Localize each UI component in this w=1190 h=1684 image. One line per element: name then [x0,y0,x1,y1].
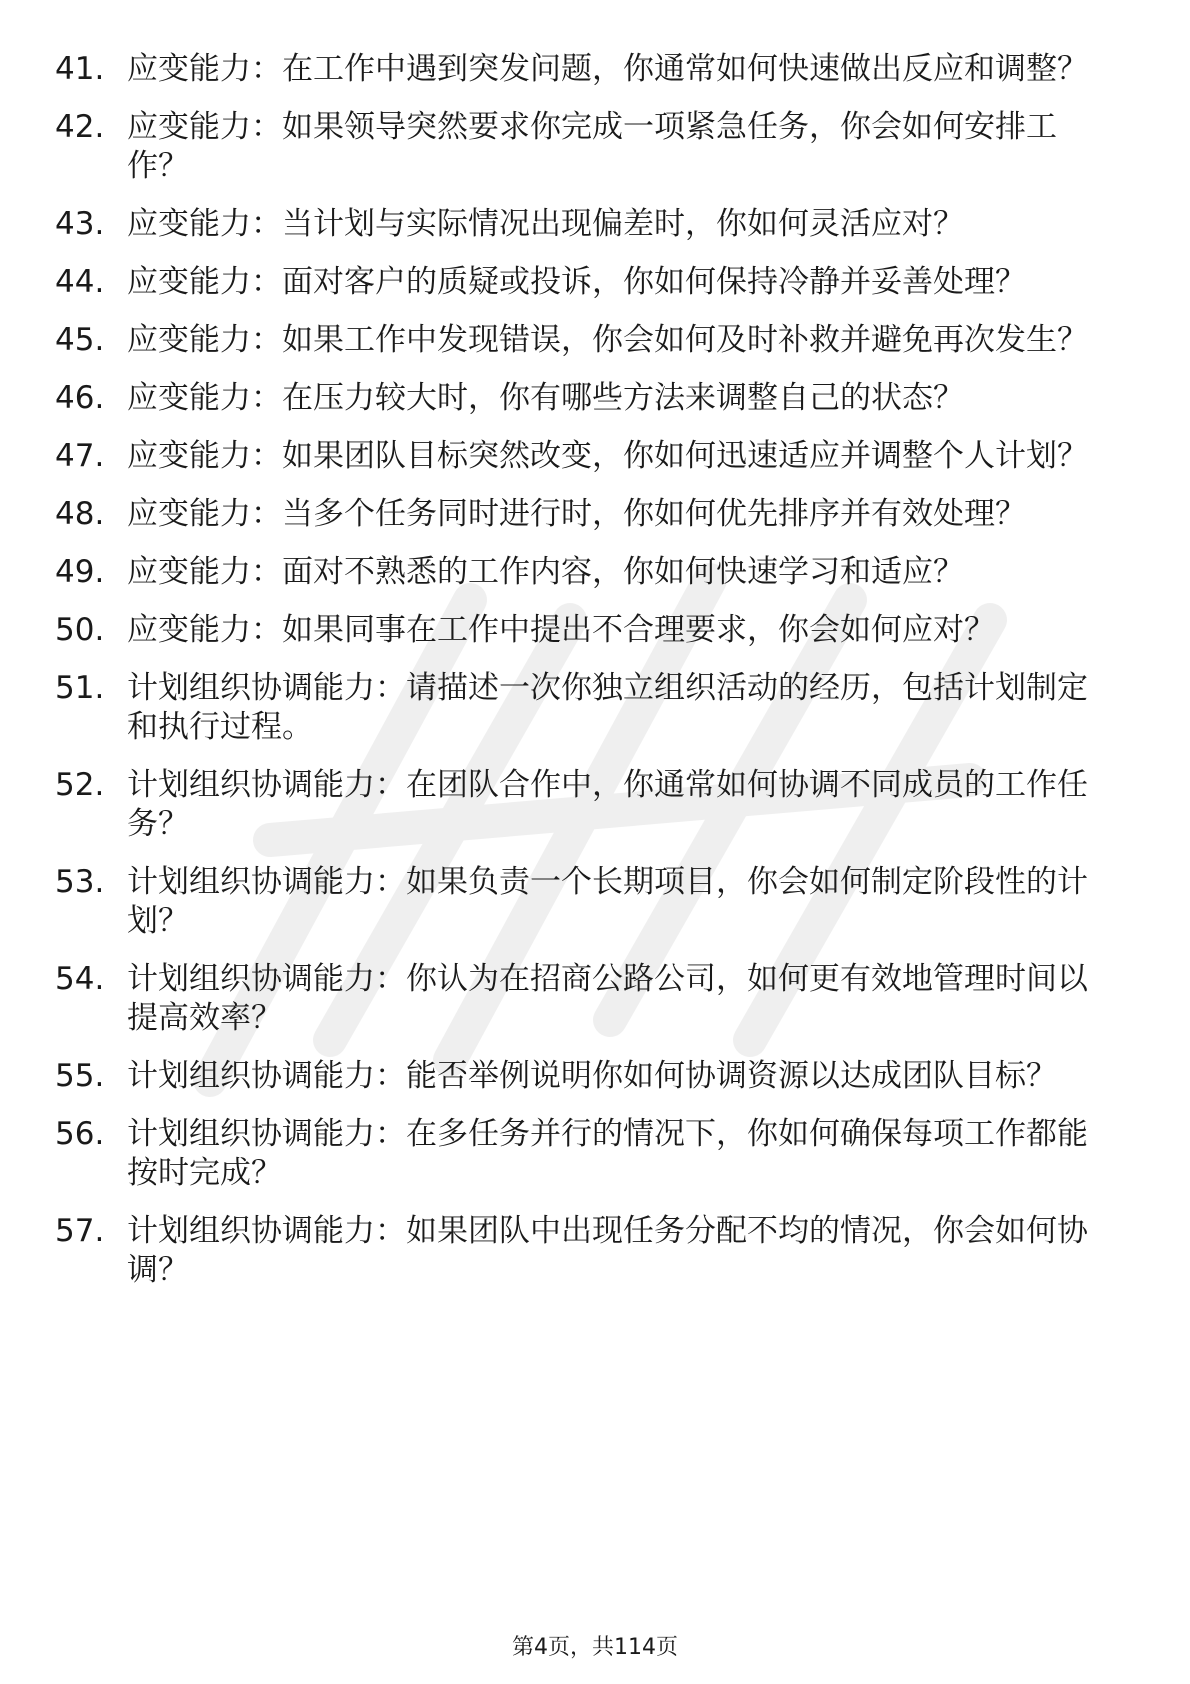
item-text: 应变能力：当多个任务同时进行时，你如何优先排序并有效处理？ [127,496,1026,532]
item-text: 应变能力：如果同事在工作中提出不合理要求，你会如何应对？ [127,612,995,648]
item-number: 49. [55,554,105,590]
list-item [0,50,1190,89]
item-number: 52. [55,767,105,803]
item-number: 53. [55,864,105,900]
list-item [0,495,1190,534]
item-number: 42. [55,109,105,145]
page-footer: 第4页，共114页 [512,1635,678,1660]
item-number: 46. [55,380,105,416]
item-text: 应变能力：在工作中遇到突发问题，你通常如何快速做出反应和调整？ [127,51,1088,87]
list-item [0,1057,1190,1096]
item-number: 44. [55,264,105,300]
item-text: 计划组织协调能力：如果团队中出现任务分配不均的情况，你会如何协调？ [127,1213,1088,1288]
list-item [0,321,1190,360]
list-item [0,669,1190,747]
item-number: 57. [55,1213,105,1249]
list-item [0,611,1190,650]
item-number: 41. [55,51,105,87]
list-item [0,263,1190,302]
list-item [0,205,1190,244]
list-item [0,553,1190,592]
item-text: 应变能力：如果团队目标突然改变，你如何迅速适应并调整个人计划？ [127,438,1088,474]
item-text: 应变能力：如果领导突然要求你完成一项紧急任务，你会如何安排工作？ [127,109,1057,184]
item-text: 计划组织协调能力：在团队合作中，你通常如何协调不同成员的工作任务？ [127,767,1088,842]
item-number: 47. [55,438,105,474]
item-text: 计划组织协调能力：能否举例说明你如何协调资源以达成团队目标？ [127,1058,1057,1094]
item-text: 计划组织协调能力：如果负责一个长期项目，你会如何制定阶段性的计划？ [127,864,1088,939]
list-item [0,1115,1190,1193]
item-text: 应变能力：面对客户的质疑或投诉，你如何保持冷静并妥善处理？ [127,264,1026,300]
item-number: 51. [55,670,105,706]
item-number: 48. [55,496,105,532]
list-item [0,437,1190,476]
item-text: 应变能力：如果工作中发现错误，你会如何及时补救并避免再次发生？ [127,322,1088,358]
item-text: 计划组织协调能力：你认为在招商公路公司，如何更有效地管理时间以提高效率？ [127,961,1088,1036]
list-item [0,863,1190,941]
item-text: 计划组织协调能力：请描述一次你独立组织活动的经历，包括计划制定和执行过程。 [127,670,1088,745]
list-item [0,960,1190,1038]
item-number: 45. [55,322,105,358]
list-item [0,108,1190,186]
list-item [0,379,1190,418]
item-number: 54. [55,961,105,997]
question-list [0,50,1190,1309]
item-number: 50. [55,612,105,648]
list-item [0,766,1190,844]
item-number: 55. [55,1058,105,1094]
item-text: 计划组织协调能力：在多任务并行的情况下，你如何确保每项工作都能按时完成？ [127,1116,1088,1191]
item-number: 43. [55,206,105,242]
list-item [0,1212,1190,1290]
item-text: 应变能力：在压力较大时，你有哪些方法来调整自己的状态？ [127,380,964,416]
item-number: 56. [55,1116,105,1152]
item-text: 应变能力：面对不熟悉的工作内容，你如何快速学习和适应？ [127,554,964,590]
item-text: 应变能力：当计划与实际情况出现偏差时，你如何灵活应对？ [127,206,964,242]
